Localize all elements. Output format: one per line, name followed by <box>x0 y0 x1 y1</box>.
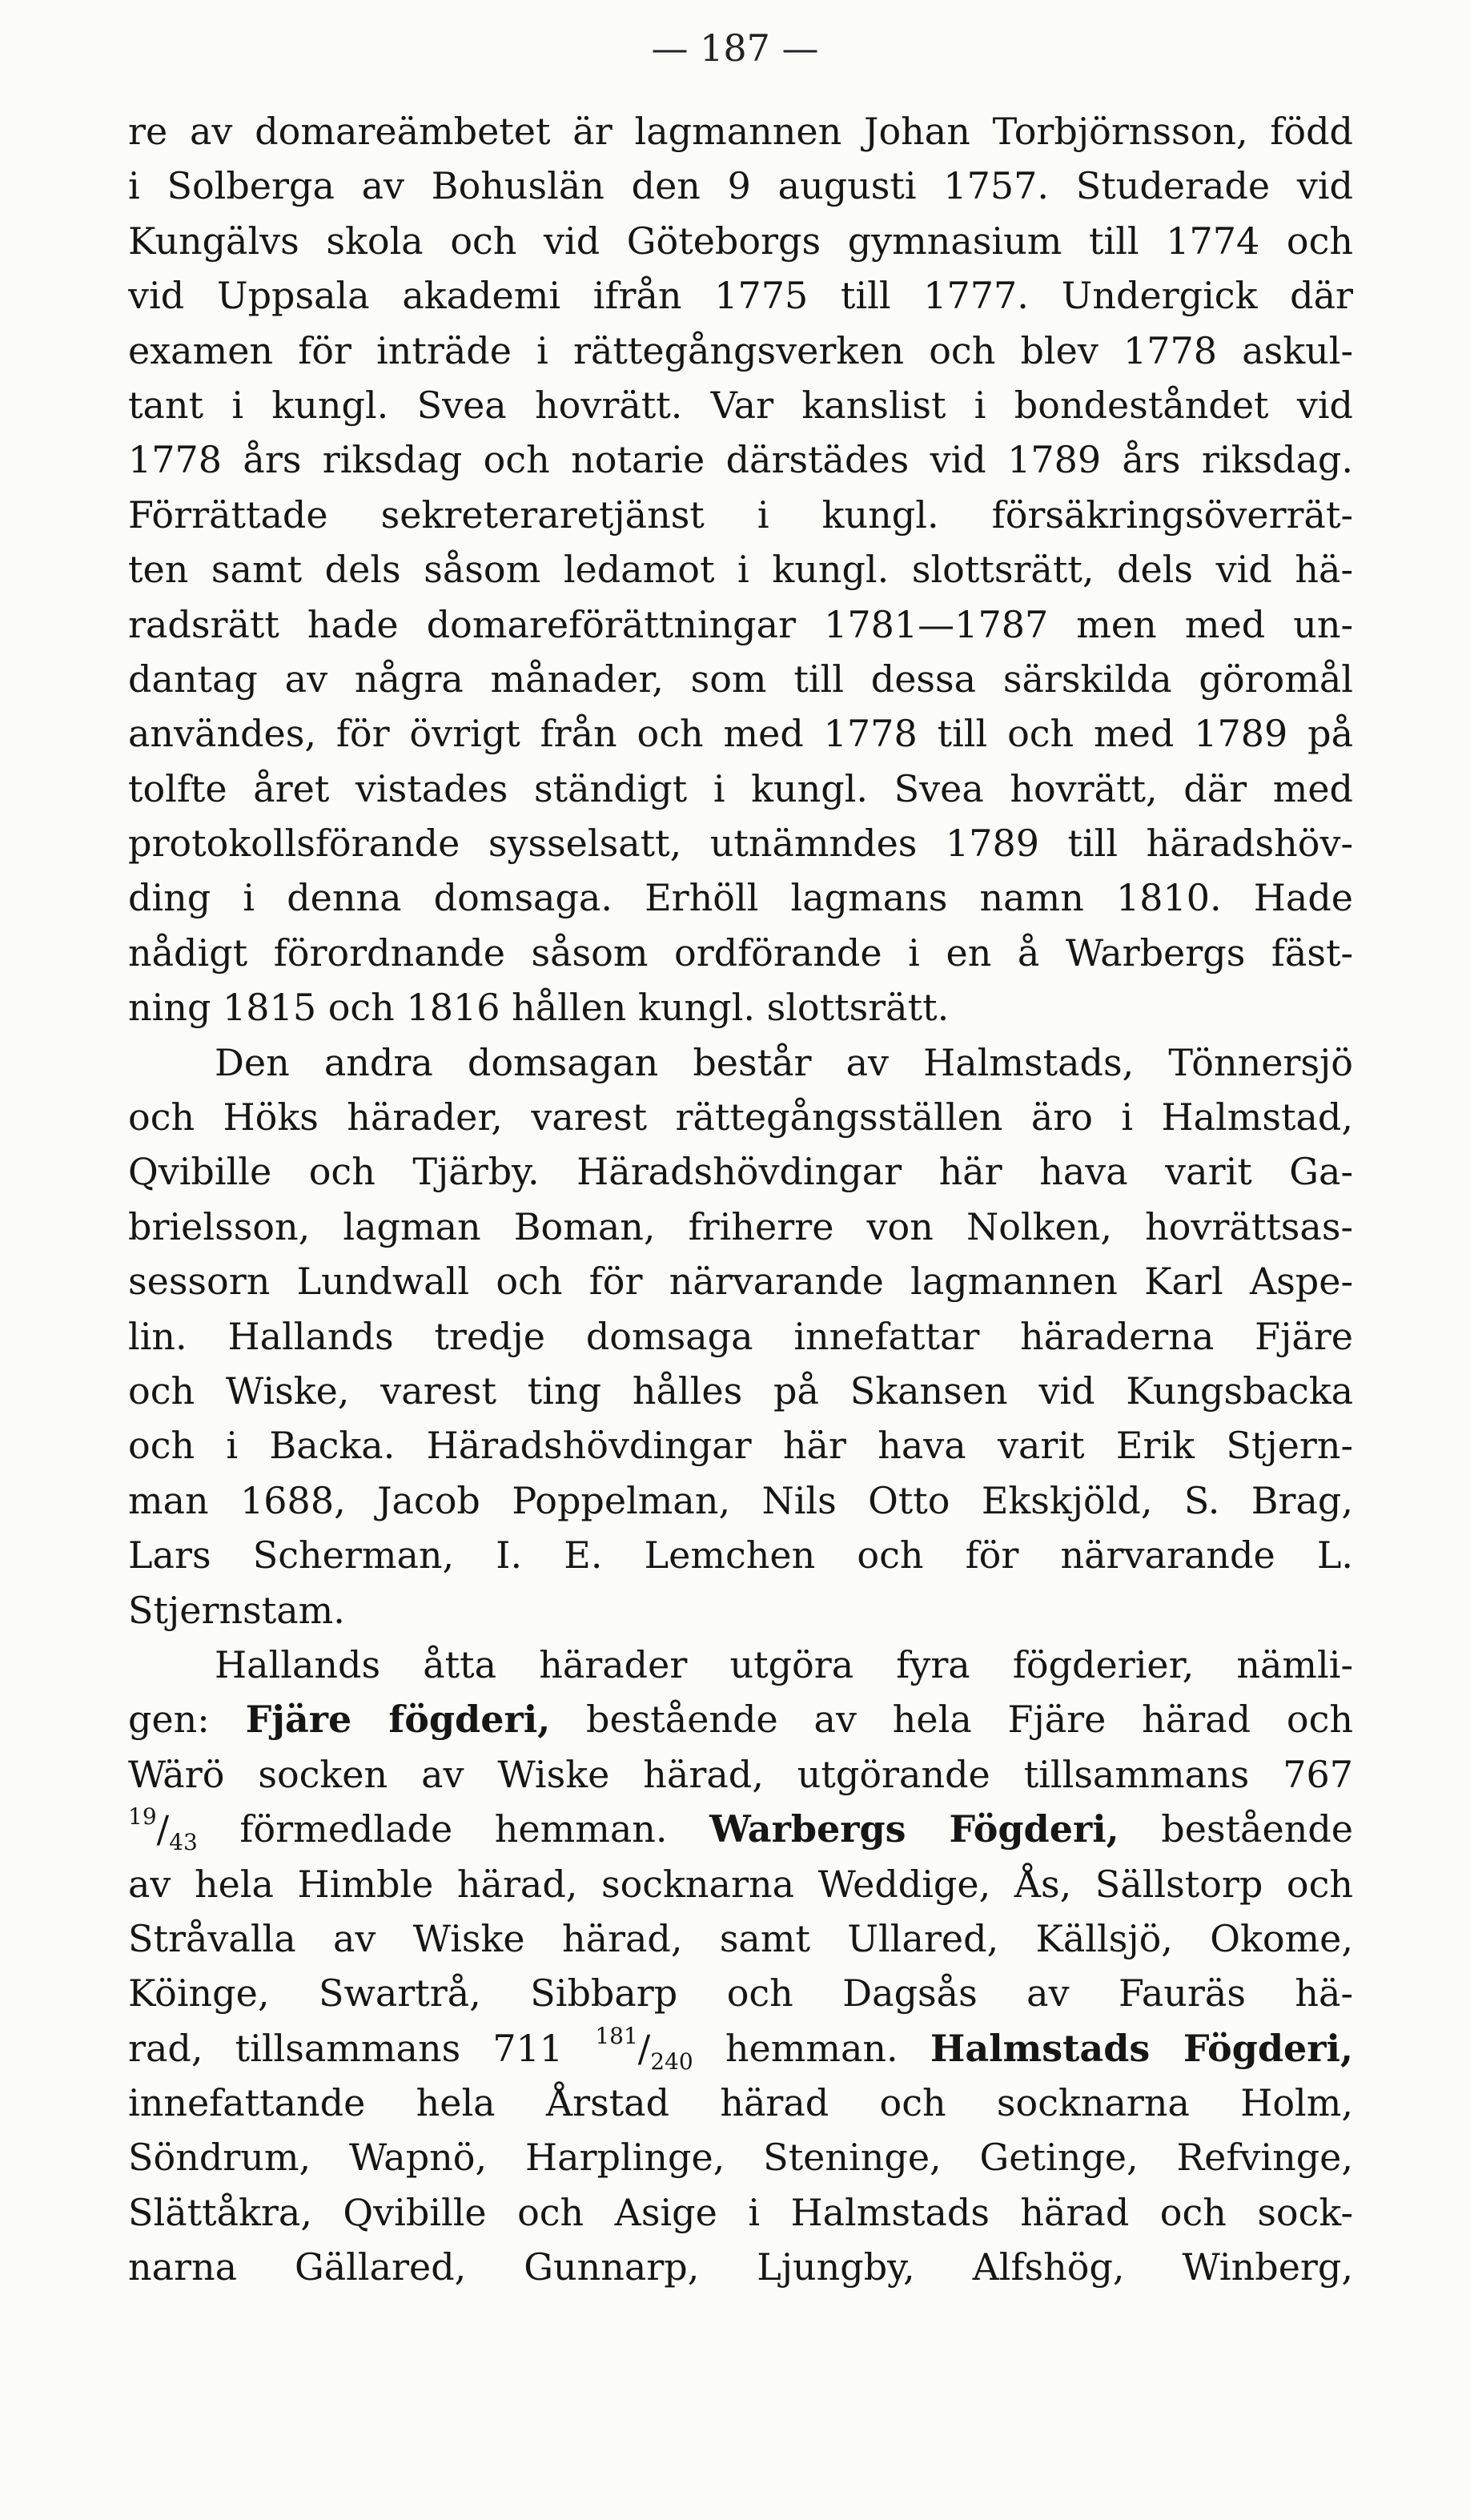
text-line: Förrättade sekreteraretjänst i kungl. försäkringsöverrät- <box>128 492 1353 537</box>
text-line: av hela Himble härad, socknarna Weddige, Ås, Sällstorp och <box>128 1862 1353 1906</box>
text-line: Stjernstam. <box>128 1588 345 1632</box>
bold-term: Halmstads Fögderi, <box>930 2026 1353 2070</box>
text-line: Wärö socken av Wiske härad, utgörande tillsammans 767 <box>128 1752 1353 1796</box>
fraction-numerator: 181 <box>595 2022 638 2049</box>
text-line: Hallands åtta härader utgöra fyra fögderier, nämli- <box>215 1642 1353 1686</box>
text-line <box>128 1692 1353 1746</box>
text-line: brielsson, lagman Boman, friherre von Nolken, hovrättsas- <box>128 1204 1353 1248</box>
text-segment: bestående <box>1119 1807 1353 1851</box>
text-line: vid Uppsala akademi ifrån 1775 till 1777. Undergick där <box>128 274 1353 318</box>
text-line: Söndrum, Wapnö, Harplinge, Steninge, Getinge, Refvinge, <box>128 2136 1353 2180</box>
text-line <box>128 2021 1353 2076</box>
text-line: man 1688, Jacob Poppelman, Nils Otto Ekskjöld, S. Brag, <box>128 1478 1353 1522</box>
text-line: examen för inträde i rättegångsverken och blev 1778 askul- <box>128 328 1353 372</box>
text-line: Lars Scherman, I. E. Lemchen och för närvarande L. <box>128 1533 1353 1578</box>
text-segment: gen: <box>128 1698 246 1742</box>
text-line: tolfte året vistades ständigt i kungl. Svea hovrätt, där med <box>128 766 1353 810</box>
text-line: Stråvalla av Wiske härad, samt Ullared, Källsjö, Okome, <box>128 1916 1353 1960</box>
fraction-denominator: 43 <box>169 1829 198 1856</box>
fraction-denominator: 240 <box>650 2048 693 2075</box>
text-line: och Wiske, varest ting hålles på Skansen vid Kungsbacka <box>128 1369 1353 1413</box>
text-line: dantag av några månader, som till dessa särskilda göromål <box>128 657 1353 701</box>
text-line: ten samt dels såsom ledamot i kungl. slottsrätt, dels vid hä- <box>128 548 1353 592</box>
fraction-numerator: 19 <box>128 1803 157 1831</box>
text-line: 1778 års riksdag och notarie därstädes vid 1789 års riksdag. <box>128 438 1353 482</box>
text-line: re av domareämbetet är lagmannen Johan Torbjörnsson, född <box>128 110 1353 153</box>
text-line: nådigt förordnande såsom ordförande i en å Warbergs fäst- <box>128 930 1353 975</box>
page-number: — 187 — <box>651 26 819 70</box>
text-line: och Höks härader, varest rättegångsställen äro i Halmstad, <box>128 1095 1353 1139</box>
body-text <box>128 104 1353 2295</box>
text-line: Den andra domsagan består av Halmstads, Tönnersjö <box>215 1040 1353 1084</box>
text-segment: förmedlade hemman. <box>197 1807 710 1851</box>
text-line: ning 1815 och 1816 hållen kungl. slottsrätt. <box>128 986 950 1030</box>
text-line: protokollsförande sysselsatt, utnämndes 1789 till häradshöv- <box>128 822 1353 866</box>
text-line: tant i kungl. Svea hovrätt. Var kanslist i bondeståndet vid <box>128 383 1353 427</box>
text-line: sessorn Lundwall och för närvarande lagmannen Karl Aspe- <box>128 1260 1353 1304</box>
text-line: och i Backa. Häradshövdingar här hava varit Erik Stjern- <box>128 1424 1353 1468</box>
text-line: lin. Hallands tredje domsaga innefattar häraderna Fjäre <box>128 1314 1353 1358</box>
text-line: ding i denna domsaga. Erhöll lagmans namn 1810. Hade <box>128 876 1353 920</box>
text-segment: bestående av hela Fjäre härad och <box>550 1698 1353 1742</box>
text-line: radsrätt hade domareförättningar 1781—1787 men med un- <box>128 602 1353 646</box>
text-line: i Solberga av Bohuslän den 9 augusti 1757. Studerade vid <box>128 164 1353 208</box>
text-line: innefattande hela Årstad härad och socknarna Holm, <box>128 2081 1353 2125</box>
text-line: narna Gällared, Gunnarp, Ljungby, Alfshög, Winberg, <box>128 2245 1353 2289</box>
text-segment: hemman. <box>693 2026 930 2070</box>
text-line: Qvibille och Tjärby. Häradshövdingar här hava varit Ga- <box>128 1150 1353 1194</box>
text-line: användes, för övrigt från och med 1778 till och med 1789 på <box>128 712 1353 756</box>
text-line: Köinge, Swartrå, Sibbarp och Dagsås av Fauräs hä- <box>128 1971 1353 2016</box>
bold-term: Warbergs Fögderi, <box>709 1807 1119 1851</box>
text-line: Slättåkra, Qvibille och Asige i Halmstads härad och sock- <box>128 2190 1353 2234</box>
bold-term: Fjäre fögderi, <box>245 1698 551 1742</box>
text-line <box>128 1802 1353 1856</box>
text-line: Kungälvs skola och vid Göteborgs gymnasium till 1774 och <box>128 219 1353 263</box>
text-segment: / <box>637 2026 651 2070</box>
text-segment: / <box>156 1807 170 1851</box>
text-segment: rad, tillsammans 711 <box>128 2026 596 2070</box>
